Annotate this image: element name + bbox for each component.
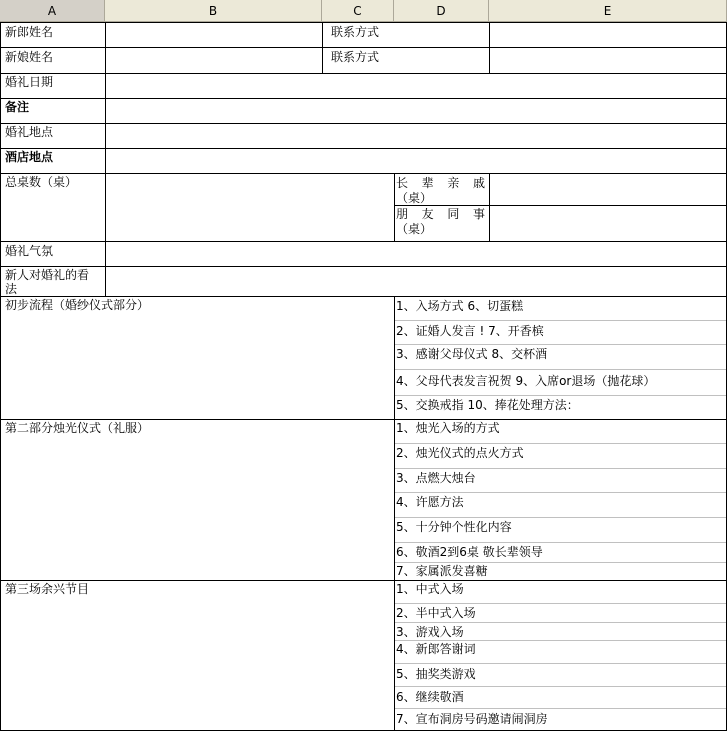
elder-relatives-label: 长 辈 亲 戚 [396,176,485,190]
groom-contact-label: 联系方式 [331,25,380,39]
section3-item: 6、继续敬酒 [396,690,464,704]
section2-title: 第二部分烛光仪式（礼服） [5,421,150,435]
section2-item: 3、点燃大烛台 [396,471,476,485]
grid-line [0,98,727,99]
grid-line [322,22,323,73]
grid-line [394,708,727,709]
section2-item: 5、十分钟个性化内容 [396,520,512,534]
grid-line [394,542,727,543]
grid-line [0,73,727,74]
grid-line [0,22,727,23]
section1-item: 2、证婚人发言 ! 7、开香槟 [396,324,544,338]
grid-line [394,443,727,444]
groom-name-label: 新郎姓名 [5,25,54,39]
grid-line [0,22,1,731]
grid-line [489,173,490,241]
couple-view-label: 新人对婚礼的看 [5,268,90,282]
grid-line [0,730,727,731]
grid-line [394,562,727,563]
elder-relatives-unit: （桌） [396,191,433,205]
grid-line [0,123,727,124]
wedding-date-label: 婚礼日期 [5,75,54,89]
wedding-venue-label: 婚礼地点 [5,125,54,139]
grid-line [394,663,727,664]
grid-line [394,296,395,731]
grid-line [0,266,727,267]
grid-line [0,296,727,297]
column-header-d[interactable]: D [394,0,489,22]
grid-line [394,492,727,493]
grid-line [0,173,727,174]
friends-label: 朋 友 同 事 [396,207,485,221]
section1-title: 初步流程（婚纱仪式部分） [5,298,150,312]
section3-item: 3、游戏入场 [396,625,464,639]
grid-line [394,622,727,623]
grid-line [394,468,727,469]
grid-line [105,22,106,296]
section1-item: 3、感谢父母仪式 8、交杯酒 [396,347,548,361]
section2-item: 7、家属派发喜糖 [396,564,488,578]
grid-line [0,47,727,48]
section1-item: 5、交换戒指 10、捧花处理方法： [396,398,579,412]
section3-title: 第三场余兴节目 [5,582,90,596]
grid-line [394,517,727,518]
section3-item: 5、抽奖类游戏 [396,667,476,681]
bride-contact-label: 联系方式 [331,50,380,64]
grid-line [394,205,727,206]
section2-item: 1、烛光入场的方式 [396,421,500,435]
grid-line [394,395,727,396]
grid-line [489,22,490,73]
grid-line [394,603,727,604]
grid-line [394,369,727,370]
couple-view-label-cont: 法 [5,282,18,296]
column-header-e[interactable]: E [489,0,727,22]
section2-item: 4、许愿方法 [396,495,464,509]
grid-line [0,148,727,149]
column-header-c[interactable]: C [322,0,394,22]
column-header-b[interactable]: B [105,0,322,22]
bride-name-label: 新娘姓名 [5,50,54,64]
atmosphere-label: 婚礼气氛 [5,244,54,258]
grid-line [394,320,727,321]
column-header-a[interactable]: A [0,0,105,22]
section2-item: 2、烛光仪式的点火方式 [396,446,524,460]
grid-line [0,241,727,242]
grid-line [394,640,727,641]
notes-label: 备注 [5,100,30,114]
grid-line [0,419,727,420]
section3-item: 7、宣布洞房号码邀请闹洞房 [396,712,548,726]
hotel-venue-label: 酒店地点 [5,150,54,164]
grid-line [394,173,395,241]
friends-unit: （桌） [396,222,433,236]
grid-line [394,344,727,345]
section2-item: 6、敬酒2到6桌 敬长辈领导 [396,545,543,559]
section3-item: 1、中式入场 [396,582,464,596]
section3-item: 2、半中式入场 [396,606,476,620]
section3-item: 4、新郎答谢词 [396,642,476,656]
grid-line [394,686,727,687]
section1-item: 4、父母代表发言祝贺 9、入席or退场（抛花球） [396,374,656,388]
section1-item: 1、入场方式 6、切蛋糕 [396,299,524,313]
grid-line [0,580,727,581]
total-tables-label: 总桌数（桌） [5,175,78,189]
